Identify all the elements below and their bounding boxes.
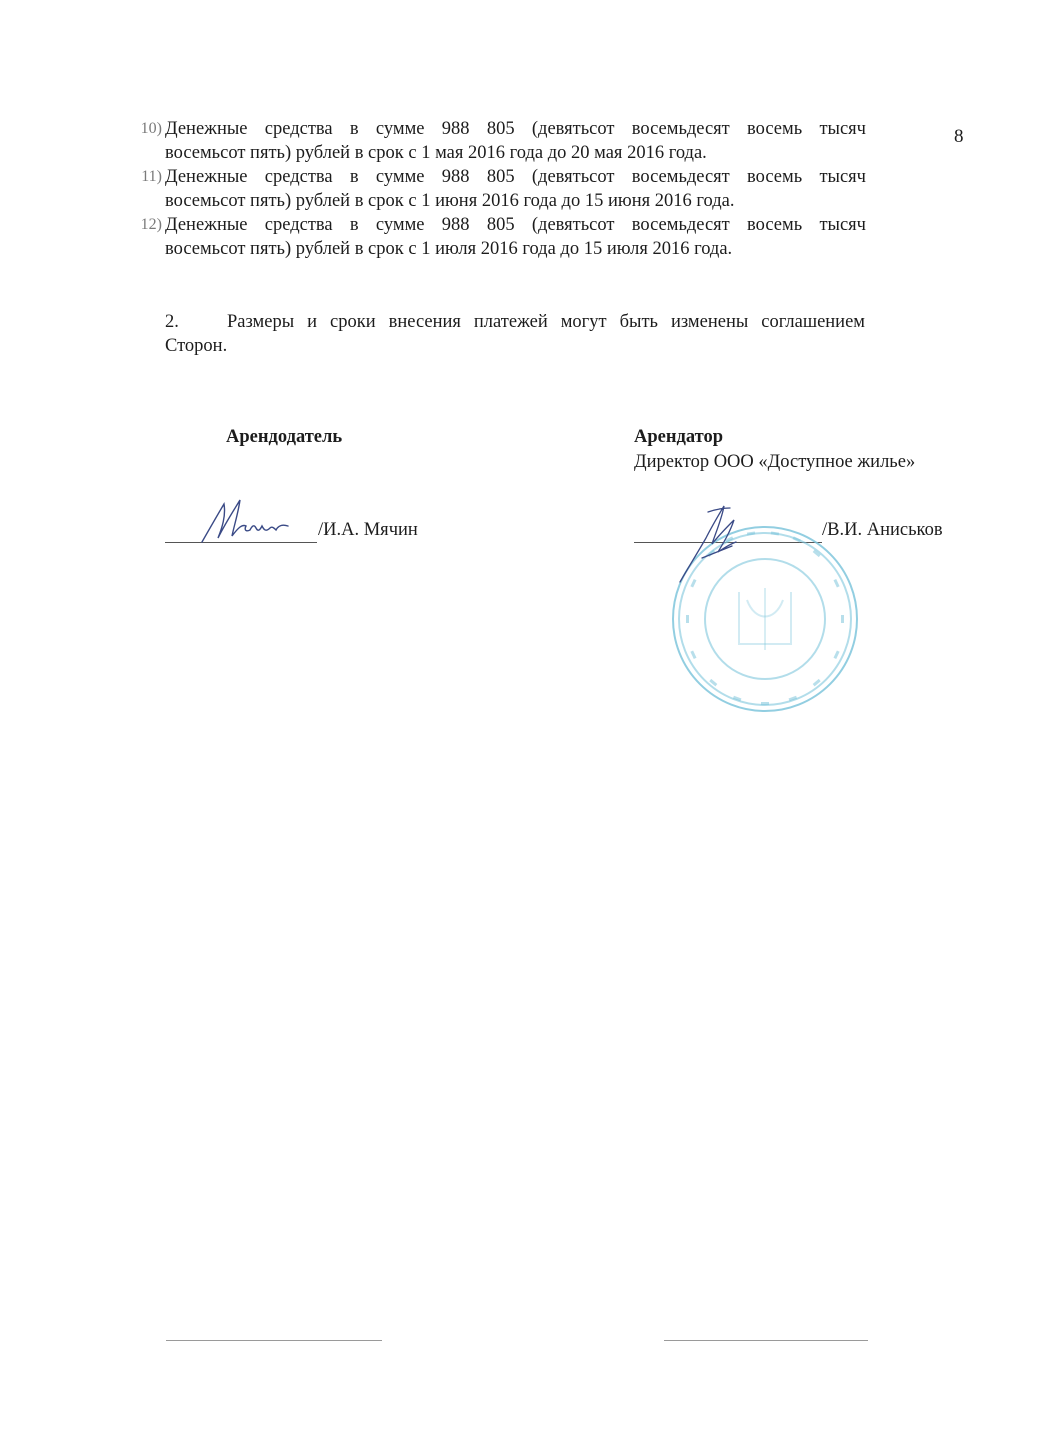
tenant-title: Арендатор: [634, 427, 724, 447]
landlord-title: Арендодатель: [226, 427, 343, 447]
payment-item: [136, 165, 866, 213]
tenant-position: Директор ООО «Доступное жилье»: [634, 452, 916, 472]
payment-item-line2: восемьсот пять) рублей в срок с 1 июля 2016 года до 15 июля 2016 года.: [165, 239, 733, 259]
clause-number: 2.: [165, 312, 179, 332]
payment-schedule-list: [136, 117, 866, 261]
payment-item-line2: восемьсот пять) рублей в срок с 1 мая 2016 года до 20 мая 2016 года.: [165, 143, 707, 163]
payment-item-line2: восемьсот пять) рублей в срок с 1 июня 2016 года до 15 июня 2016 года.: [165, 191, 735, 211]
clause-line1: Размеры и сроки внесения платежей могут быть изменены соглашением: [227, 312, 865, 332]
payment-item-line1: Денежные средства в сумме 988 805 (девятьсот восемьдесят восемь тысяч: [165, 215, 866, 235]
tenant-signature-image: [672, 498, 752, 588]
footer-line-right: [664, 1340, 868, 1341]
payment-item-number: 12): [140, 216, 162, 233]
payment-item-line1: Денежные средства в сумме 988 805 (девятьсот восемьдесят восемь тысяч: [165, 119, 866, 139]
payment-item-number: 10): [140, 120, 162, 137]
page-number: 8: [954, 126, 964, 147]
payment-item-number: 11): [141, 168, 162, 185]
footer-line-left: [166, 1340, 382, 1341]
landlord-signature-image: [196, 492, 296, 548]
payment-item: [136, 117, 866, 165]
payment-item: [136, 213, 866, 261]
landlord-signatory-name: /И.А. Мячин: [318, 520, 418, 540]
clause-2: [165, 310, 865, 358]
tenant-signatory-name: /В.И. Аниськов: [822, 520, 943, 540]
clause-line2: Сторон.: [165, 336, 228, 356]
payment-item-line1: Денежные средства в сумме 988 805 (девятьсот восемьдесят восемь тысяч: [165, 167, 866, 187]
